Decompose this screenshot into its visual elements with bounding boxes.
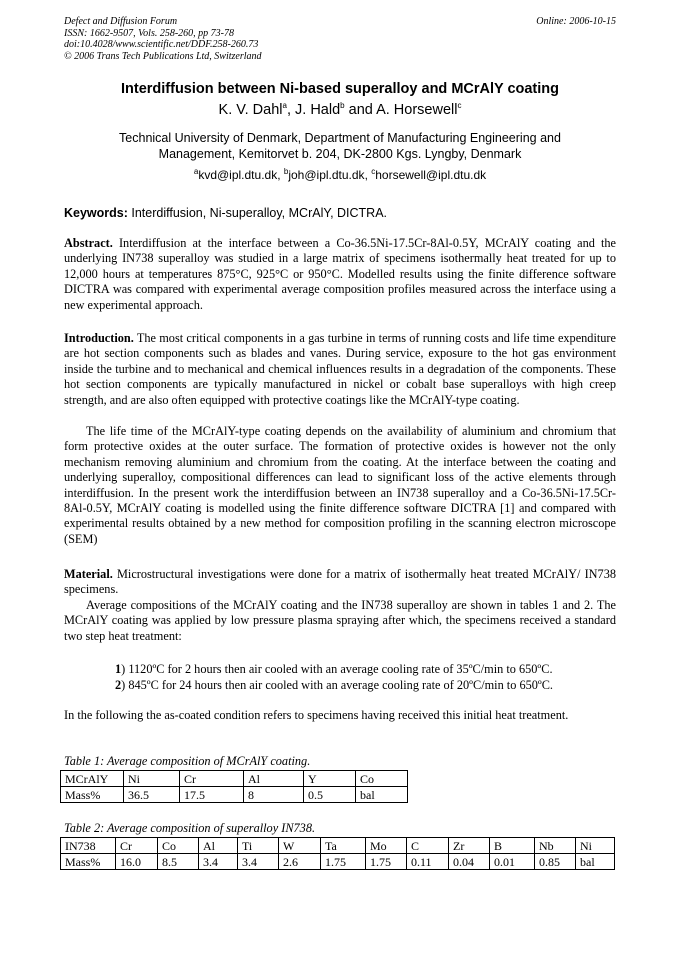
author-separator: , xyxy=(286,102,296,118)
table1-cell: Mass% xyxy=(61,787,124,803)
keywords xyxy=(64,206,616,220)
table2-cell: 3.4 xyxy=(238,854,279,870)
affiliation xyxy=(84,130,596,162)
table2-cell: 16.0 xyxy=(116,854,158,870)
table1-caption: Table 1: Average composition of MCrAlY coating. xyxy=(64,754,311,768)
affiliation-line: Management, Kemitorvet b. 204, DK-2800 Kgs. Lyngby, Denmark xyxy=(158,147,522,161)
abstract-paragraph xyxy=(64,236,616,313)
journal-header xyxy=(64,16,616,62)
table2-cell: 1.75 xyxy=(366,854,407,870)
email-address: joh@ipl.dtu.dk xyxy=(288,168,365,182)
heat-treatment-step xyxy=(115,661,615,677)
table1-cell: 8 xyxy=(244,787,304,803)
table2-cell: 1.75 xyxy=(321,854,366,870)
table2-data-row xyxy=(61,854,615,870)
as-coated-paragraph: In the following the as-coated condition refers to specimens having received this initial heat treatment. xyxy=(64,708,569,722)
keywords-text: Interdiffusion, Ni-superalloy, MCrAlY, DICTRA. xyxy=(127,206,388,220)
table1-cell: Ni xyxy=(124,771,180,787)
table2-cell: bal xyxy=(576,854,615,870)
journal-copyright: © 2006 Trans Tech Publications Ltd, Switzerland xyxy=(64,50,262,62)
table2-cell: 0.85 xyxy=(535,854,576,870)
heat-treatment-step xyxy=(115,677,615,693)
introduction-label: Introduction. xyxy=(64,331,134,345)
table2-cell: IN738 xyxy=(61,838,116,854)
table2 xyxy=(60,837,615,870)
table2-cell: Al xyxy=(199,838,238,854)
material-text: Microstructural investigations were done for a matrix of isothermally heat treated MCrAlY/ IN738 specimens. xyxy=(64,567,616,597)
table1-cell: 17.5 xyxy=(180,787,244,803)
step-text: ) 845ºC for 24 hours then air cooled with an average cooling rate of 20ºC/min to 650ºC. xyxy=(121,678,553,692)
affiliation-line: Technical University of Denmark, Department of Manufacturing Engineering and xyxy=(119,131,561,145)
table2-cell: 3.4 xyxy=(199,854,238,870)
journal-name: Defect and Diffusion Forum xyxy=(64,16,178,27)
journal-doi: doi:10.4028/www.scientific.net/DDF.258-260.73 xyxy=(64,39,259,50)
table1 xyxy=(60,770,408,803)
table2-caption: Table 2: Average composition of superalloy IN738. xyxy=(64,821,316,835)
email-separator: , xyxy=(277,168,284,182)
table2-cell: 2.6 xyxy=(279,854,321,870)
table2-cell: 0.11 xyxy=(407,854,449,870)
keywords-label: Keywords: xyxy=(64,206,128,220)
table1-cell: Al xyxy=(244,771,304,787)
journal-issn: ISSN: 1662-9507, Vols. 258-260, pp 73-78 xyxy=(64,27,234,39)
table1-cell: bal xyxy=(356,787,408,803)
table2-cell: Nb xyxy=(535,838,576,854)
table2-cell: 8.5 xyxy=(158,854,199,870)
step-number: 2 xyxy=(115,678,122,692)
email-superscript: c xyxy=(371,167,376,176)
table2-cell: Ta xyxy=(321,838,366,854)
material-paragraph-2: Average compositions of the MCrAlY coating and the IN738 superalloy are shown in tables 1 and 2. The MCrAlY coating was applied by low pressure plasma spraying after which, the specimens received a standard two step heat treatment: xyxy=(64,598,616,643)
table1-cell: MCrAlY xyxy=(61,771,124,787)
table2-cell: W xyxy=(279,838,321,854)
table2-cell: Co xyxy=(158,838,199,854)
author-list xyxy=(64,102,616,118)
step-text: ) 1120ºC for 2 hours then air cooled with an average cooling rate of 35ºC/min to 650ºC. xyxy=(121,662,553,676)
table2-cell: Ni xyxy=(576,838,615,854)
table1-cell: 36.5 xyxy=(124,787,180,803)
email-separator: , xyxy=(364,168,372,182)
table2-header-row xyxy=(61,838,615,854)
email-address: horsewell@ipl.dtu.dk xyxy=(375,168,487,182)
table1-cell: Y xyxy=(304,771,356,787)
email-list xyxy=(64,168,616,182)
table2-cell: B xyxy=(490,838,535,854)
table2-cell: C xyxy=(407,838,449,854)
author-and: and xyxy=(344,102,377,118)
table1-cell: Cr xyxy=(180,771,244,787)
table2-cell: Cr xyxy=(116,838,158,854)
table1-cell: 0.5 xyxy=(304,787,356,803)
author-name: A. Horsewell xyxy=(376,102,458,118)
author-superscript: b xyxy=(340,101,345,111)
step-number: 1 xyxy=(115,662,122,676)
introduction-text: The most critical components in a gas turbine in terms of running costs and life time expenditure are hot section components such as blades and vanes. During service, exposure to the hot gas environment inside the turbine and to mechanical and chemical influences results in a degradation of the components. These hot section components are typically manufactured in nickel or cobalt base superalloys with high creep strength, and are also often equipped with protective coatings like the MCrAlY-type coating. xyxy=(64,331,616,407)
table2-cell: Mass% xyxy=(61,854,116,870)
email-address: kvd@ipl.dtu.dk xyxy=(198,168,278,182)
table2-cell: Zr xyxy=(449,838,490,854)
material-paragraph xyxy=(64,567,616,598)
table2-cell: Ti xyxy=(238,838,279,854)
abstract-label: Abstract. xyxy=(64,236,113,250)
online-date: Online: 2006-10-15 xyxy=(536,16,616,27)
author-name: J. Hald xyxy=(295,102,341,118)
heat-treatment-list xyxy=(115,661,615,693)
paper-title: Interdiffusion between Ni-based superalloy and MCrAlY coating xyxy=(120,81,560,97)
table2-cell: Mo xyxy=(366,838,407,854)
table2-cell: 0.04 xyxy=(449,854,490,870)
table1-data-row xyxy=(61,787,408,803)
author-name: K. V. Dahl xyxy=(218,102,283,118)
introduction-paragraph-2: The life time of the MCrAlY-type coating depends on the availability of aluminium and chromium that form protective oxides at the outer surface. The formation of protective oxides is however not the only mechanism removing aluminium and chromium from the coating. At the interface between the coating and underlying superalloy, compositional differences can lead to significant loss of the active elements through interdiffusion. In the present work the interdiffusion between an IN738 superalloy and a Co-36.5Ni-17.5Cr-8Al-0.5Y, MCrAlY coating is modelled using the finite difference software DICTRA [1] and compared with experimental results obtained by a new method for composition profiling in the scanning electron microscope (SEM) xyxy=(64,424,616,546)
material-label: Material. xyxy=(64,567,113,581)
author-superscript: a xyxy=(282,101,287,111)
introduction-paragraph xyxy=(64,331,616,408)
author-superscript: c xyxy=(457,101,462,111)
table1-cell: Co xyxy=(356,771,408,787)
table2-cell: 0.01 xyxy=(490,854,535,870)
table1-header-row xyxy=(61,771,408,787)
email-superscript: b xyxy=(283,167,289,176)
email-superscript: a xyxy=(193,167,199,176)
abstract-text: Interdiffusion at the interface between a Co-36.5Ni-17.5Cr-8Al-0.5Y, MCrAlY coating and the underlying IN738 superalloy was studied in a large matrix of specimens isothermally heat treated for up to 12,000 hours at temperatures 875°C, 925°C or 950°C. Modelled results using the finite difference software DICTRA was compared with experimental average composition profiles measured across the interface using a new experimental approach. xyxy=(64,236,616,312)
